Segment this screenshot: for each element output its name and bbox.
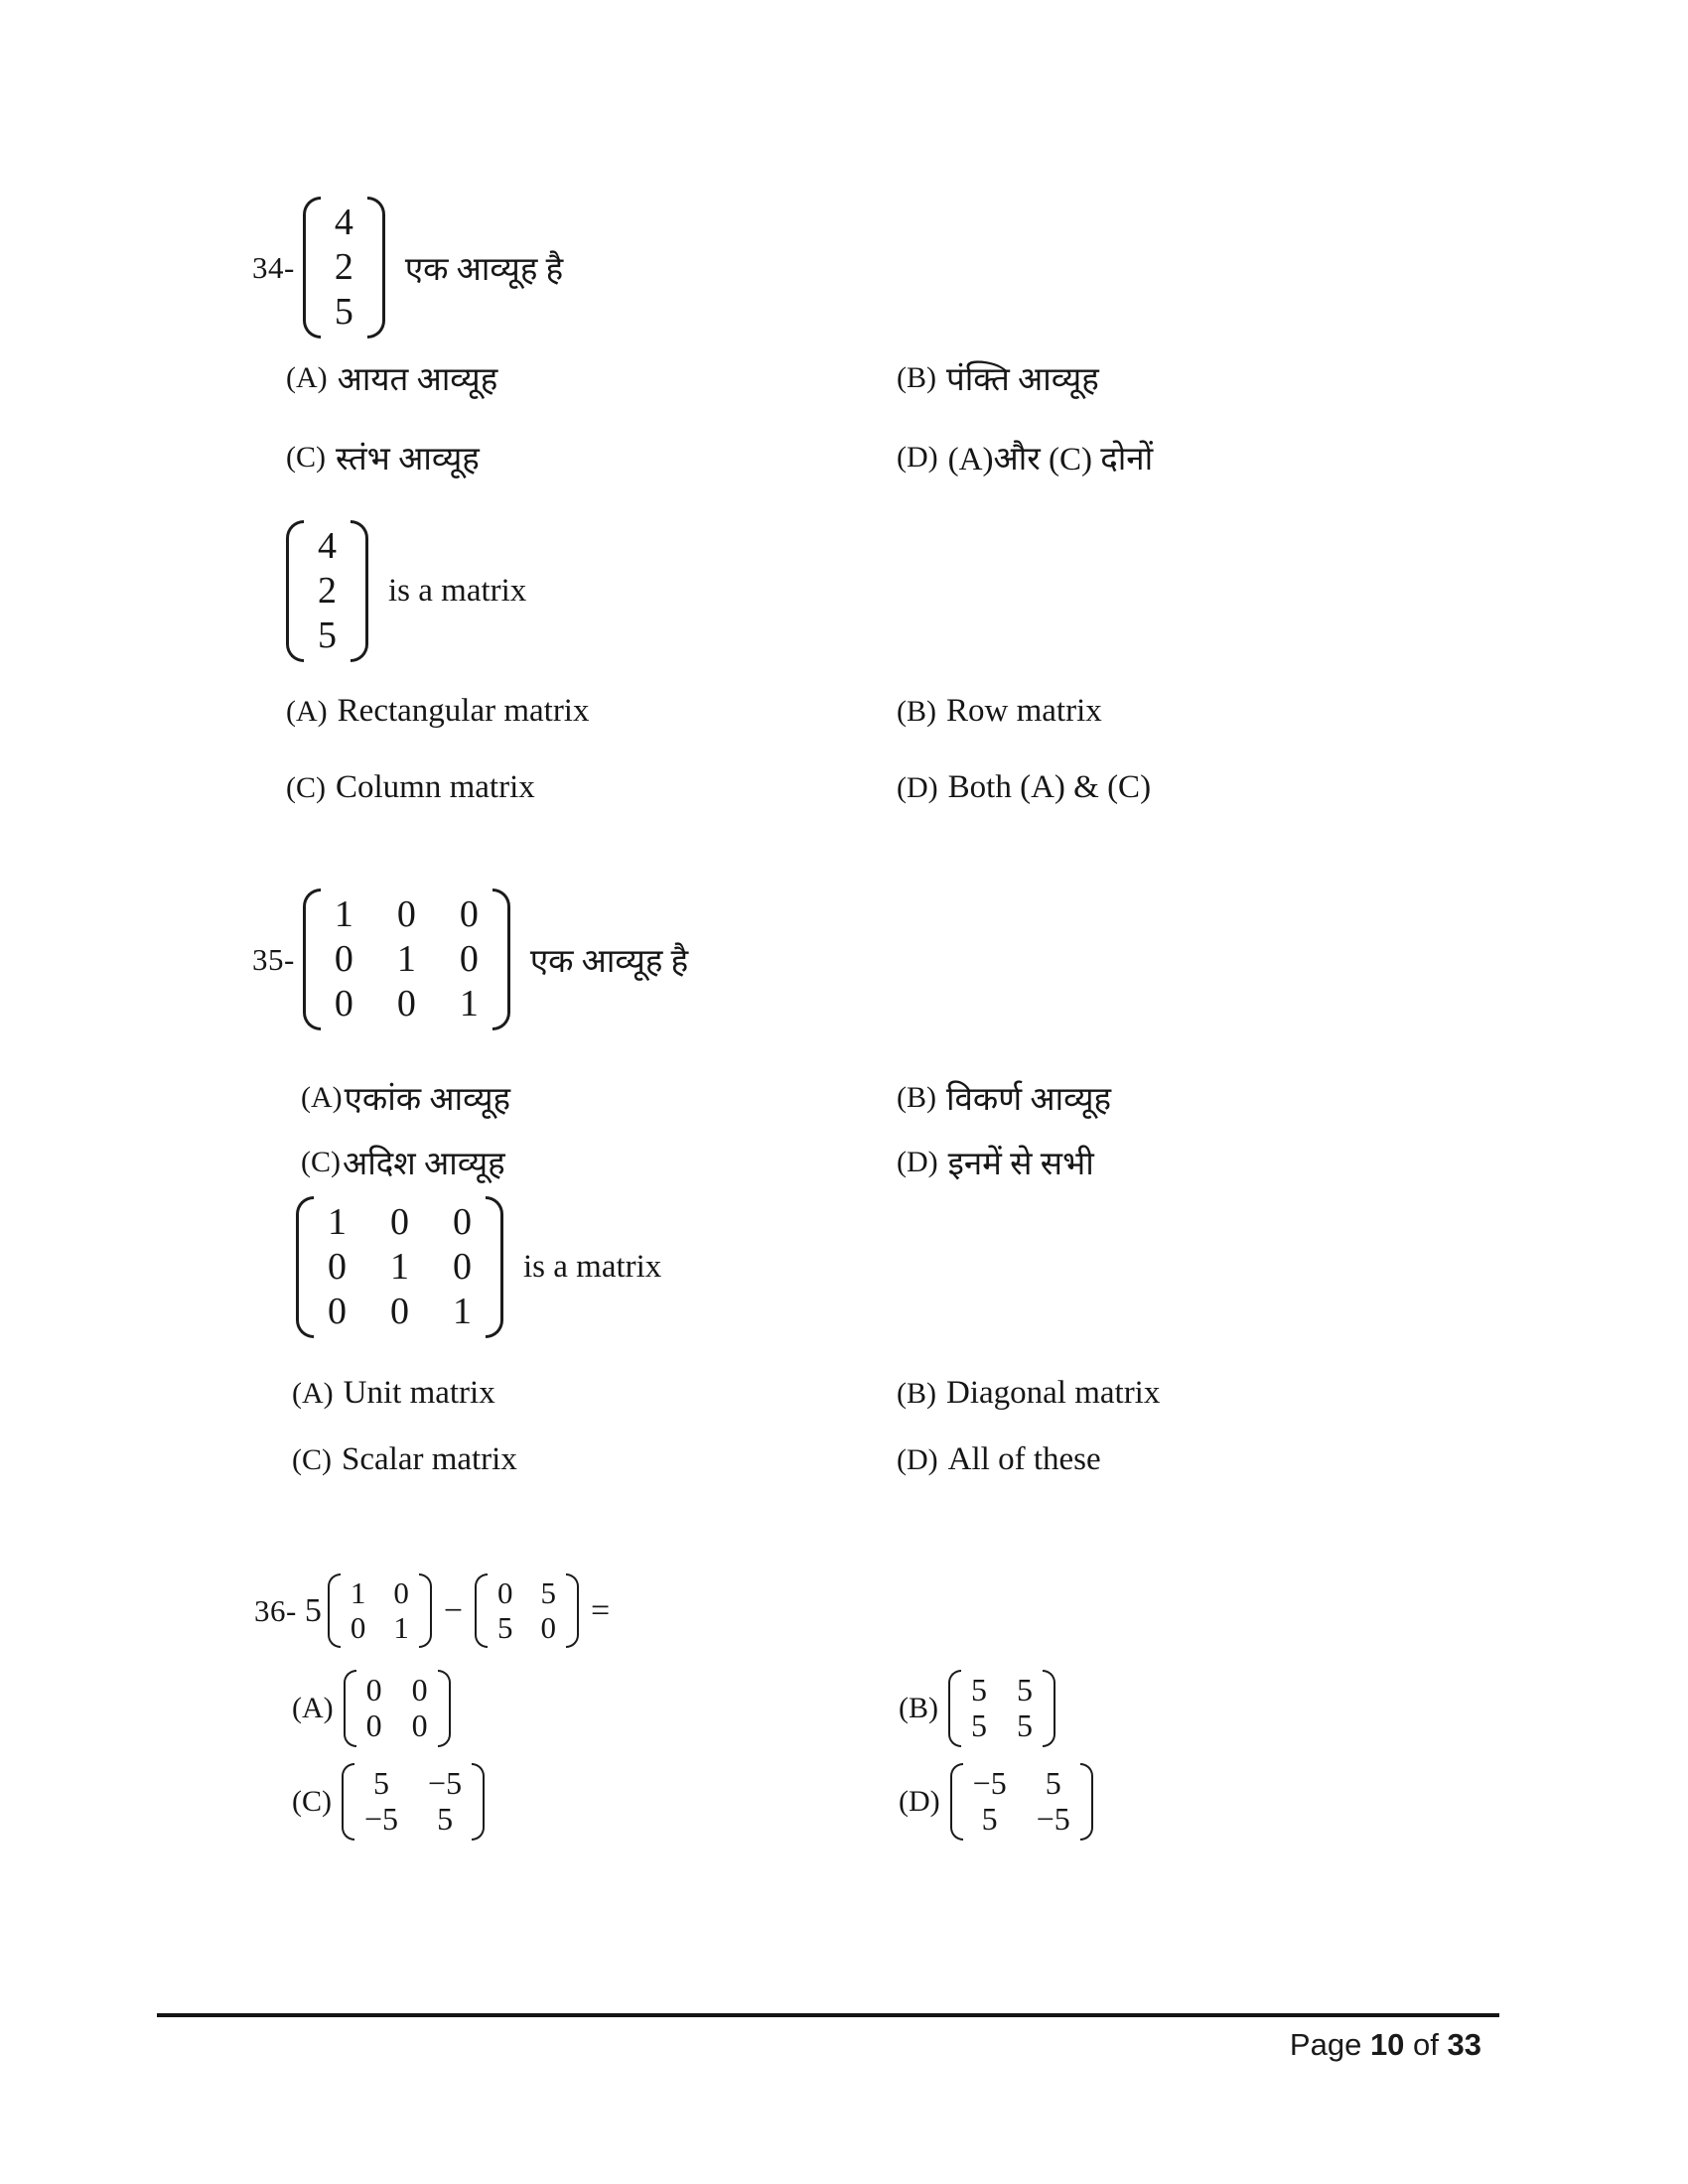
matrix-cell: 0 — [334, 983, 353, 1025]
option-text: Both (A) & (C) — [947, 769, 1152, 805]
option-text: Unit matrix — [343, 1375, 495, 1411]
q35-hi-option-d — [897, 1140, 1094, 1184]
option-text: Scalar matrix — [342, 1441, 517, 1477]
matrix — [948, 1670, 1055, 1747]
matrix-cell: 0 — [396, 893, 416, 935]
option-text: Diagonal matrix — [946, 1375, 1161, 1411]
question-text: एक आव्यूह है — [529, 944, 689, 981]
q36-option-c — [292, 1763, 485, 1841]
paren-left — [475, 1573, 488, 1648]
paren-right — [486, 1196, 503, 1338]
matrix-cell: 5 — [1045, 1765, 1061, 1801]
q34-hindi-stem — [252, 197, 563, 339]
minus-sign: − — [443, 1591, 464, 1629]
matrix-cell: 5 — [497, 1609, 513, 1645]
q34-en-option-b — [897, 693, 1102, 730]
matrix-cell: −5 — [364, 1800, 399, 1837]
option-letter: (A) — [286, 360, 328, 394]
matrix-cell: 0 — [328, 1246, 347, 1289]
matrix-cell: 5 — [318, 614, 337, 657]
paren-right — [492, 888, 510, 1030]
matrix-cells — [356, 1670, 438, 1747]
matrix-cell: 5 — [1017, 1706, 1033, 1743]
matrix-cell: 0 — [365, 1672, 382, 1707]
matrix-cell: 0 — [540, 1609, 557, 1645]
option-letter: (B) — [897, 1080, 936, 1114]
option-text: अदिश आव्यूह — [343, 1147, 505, 1182]
option-letter: (A) — [292, 1376, 334, 1410]
matrix-cells — [304, 520, 351, 662]
option-letter: (B) — [899, 1691, 938, 1724]
question-number: 35- — [252, 941, 295, 977]
paren-left — [950, 1763, 963, 1841]
matrix-cell: 0 — [328, 1291, 347, 1333]
page-total: 33 — [1447, 2027, 1481, 2062]
matrix-cell: 0 — [411, 1672, 428, 1707]
q35-hindi-stem — [252, 888, 688, 1030]
question-number: 36- — [254, 1592, 297, 1628]
option-letter: (C) — [292, 1442, 332, 1476]
matrix-cells — [341, 1573, 419, 1648]
matrix — [286, 520, 368, 662]
option-text: इनमें से सभी — [947, 1147, 1094, 1182]
matrix-cell: 0 — [411, 1706, 428, 1743]
option-letter: (B) — [897, 1376, 936, 1410]
q34-hi-option-a — [286, 355, 497, 400]
matrix-cell: 5 — [971, 1672, 987, 1707]
q35-english-stem — [296, 1196, 661, 1338]
matrix-cell: 0 — [453, 1246, 472, 1289]
q36-option-d — [899, 1763, 1093, 1841]
matrix-cell: −5 — [428, 1765, 463, 1801]
option-letter: (D) — [899, 1784, 940, 1818]
option-text: आयत आव्यूह — [337, 362, 498, 398]
q36-stem — [254, 1573, 622, 1648]
paren-left — [296, 1196, 314, 1338]
matrix-cell: 0 — [453, 1201, 472, 1243]
paren-left — [286, 520, 304, 662]
matrix-cells — [321, 197, 367, 339]
paren-left — [303, 888, 321, 1030]
option-text: विकर्ण आव्यूह — [946, 1082, 1112, 1118]
option-text: Column matrix — [336, 769, 535, 805]
option-letter: (C) — [286, 770, 326, 804]
paren-right — [1080, 1763, 1093, 1841]
equals-sign: = — [591, 1591, 611, 1629]
paren-right — [438, 1670, 451, 1747]
matrix-cell: 1 — [334, 893, 353, 935]
paren-right — [419, 1573, 432, 1648]
paren-left — [342, 1763, 354, 1841]
matrix-cell: 5 — [334, 291, 353, 334]
page-number — [1084, 2027, 1481, 2063]
matrix-cell: 0 — [390, 1201, 409, 1243]
q34-english-stem — [286, 520, 526, 662]
matrix-cell: 5 — [971, 1706, 987, 1743]
q35-hi-option-c — [301, 1140, 505, 1184]
option-text: पंक्ति आव्यूह — [946, 362, 1099, 398]
matrix-cell: 0 — [459, 938, 479, 981]
option-letter: (D) — [897, 1442, 938, 1476]
q35-en-option-c — [292, 1441, 517, 1478]
scalar-coefficient: 5 — [304, 1591, 322, 1629]
matrix-cell: 0 — [497, 1575, 513, 1610]
matrix — [303, 197, 385, 339]
q34-hi-option-c — [286, 435, 480, 479]
question-text: एक आव्यूह है — [404, 252, 564, 289]
option-letter: (C) — [292, 1784, 332, 1818]
option-letter: (B) — [897, 694, 936, 728]
matrix — [296, 1196, 503, 1338]
option-text: स्तंभ आव्यूह — [336, 442, 480, 478]
matrix-cell: 0 — [396, 983, 416, 1025]
matrix-cell: 2 — [334, 246, 353, 289]
q34-en-option-c — [286, 769, 535, 806]
option-letter: (A) — [292, 1691, 334, 1724]
q34-hi-option-b — [897, 355, 1099, 400]
q35-hi-option-b — [897, 1075, 1111, 1120]
matrix-cell: 5 — [1017, 1672, 1033, 1707]
matrix-cell: 2 — [318, 570, 337, 613]
matrix-cell: 0 — [350, 1609, 366, 1645]
option-text: All of these — [947, 1441, 1101, 1477]
paren-left — [344, 1670, 356, 1747]
paren-right — [566, 1573, 579, 1648]
q35-en-option-a — [292, 1375, 495, 1412]
matrix-cell: 0 — [393, 1575, 409, 1610]
matrix-cell: 4 — [318, 525, 337, 567]
matrix-cell: 0 — [459, 893, 479, 935]
matrix-cell: 0 — [390, 1291, 409, 1333]
matrix-cells — [321, 888, 492, 1030]
option-text: (A)और (C) दोनों — [947, 442, 1154, 478]
option-letter: (D) — [897, 770, 938, 804]
matrix-cell: 1 — [350, 1575, 366, 1610]
question-number: 34- — [252, 249, 295, 285]
paren-right — [472, 1763, 485, 1841]
option-text: Row matrix — [946, 693, 1102, 729]
q35-en-option-b — [897, 1375, 1160, 1412]
matrix-cells — [963, 1763, 1080, 1841]
option-letter: (C) — [301, 1145, 341, 1178]
option-letter: (A) — [286, 694, 328, 728]
option-text: Rectangular matrix — [337, 693, 590, 729]
page-current: 10 — [1369, 2027, 1405, 2062]
question-text: is a matrix — [523, 1249, 662, 1286]
matrix-cell: 1 — [459, 983, 479, 1025]
paren-right — [1043, 1670, 1055, 1747]
paren-left — [948, 1670, 961, 1747]
matrix-cell: 5 — [373, 1765, 390, 1801]
q36-option-a — [292, 1670, 451, 1747]
paren-left — [303, 197, 321, 339]
matrix-cell: 1 — [453, 1291, 472, 1333]
matrix — [328, 1573, 432, 1648]
matrix-cell: 1 — [328, 1201, 347, 1243]
q35-en-option-d — [897, 1441, 1101, 1478]
matrix — [342, 1763, 485, 1841]
matrix-cells — [314, 1196, 486, 1338]
matrix-cell: 1 — [393, 1609, 409, 1645]
matrix — [475, 1573, 579, 1648]
paren-left — [328, 1573, 341, 1648]
matrix-cell: 5 — [981, 1800, 998, 1837]
option-letter: (B) — [897, 360, 936, 394]
matrix-cells — [961, 1670, 1043, 1747]
page-word: Page — [1289, 2027, 1370, 2062]
q34-en-option-a — [286, 693, 589, 730]
of-word: of — [1404, 2027, 1448, 2062]
matrix-cell: 1 — [390, 1246, 409, 1289]
matrix-cells — [488, 1573, 566, 1648]
option-text: एकांक आव्यूह — [344, 1082, 511, 1118]
option-letter: (A) — [301, 1080, 343, 1114]
matrix — [303, 888, 510, 1030]
matrix-cell: −5 — [972, 1765, 1007, 1801]
option-letter: (D) — [897, 440, 938, 474]
paren-right — [351, 520, 368, 662]
q34-en-option-d — [897, 769, 1151, 806]
matrix-cell: 4 — [334, 202, 353, 243]
option-letter: (D) — [897, 1145, 938, 1178]
matrix — [344, 1670, 451, 1747]
matrix-cell: 0 — [365, 1706, 382, 1743]
question-text: is a matrix — [388, 573, 527, 610]
matrix-cell: −5 — [1036, 1800, 1070, 1837]
matrix-cell: 1 — [396, 938, 416, 981]
matrix-cells — [354, 1763, 472, 1841]
q34-hi-option-d — [897, 435, 1153, 479]
paren-right — [367, 197, 385, 339]
option-letter: (C) — [286, 440, 326, 474]
matrix-cell: 5 — [540, 1575, 557, 1610]
matrix-cell: 0 — [334, 938, 353, 981]
q35-hi-option-a — [301, 1075, 510, 1120]
q36-option-b — [899, 1670, 1055, 1747]
matrix-cell: 5 — [437, 1800, 454, 1837]
matrix — [950, 1763, 1093, 1841]
footer-divider — [157, 2013, 1499, 2017]
